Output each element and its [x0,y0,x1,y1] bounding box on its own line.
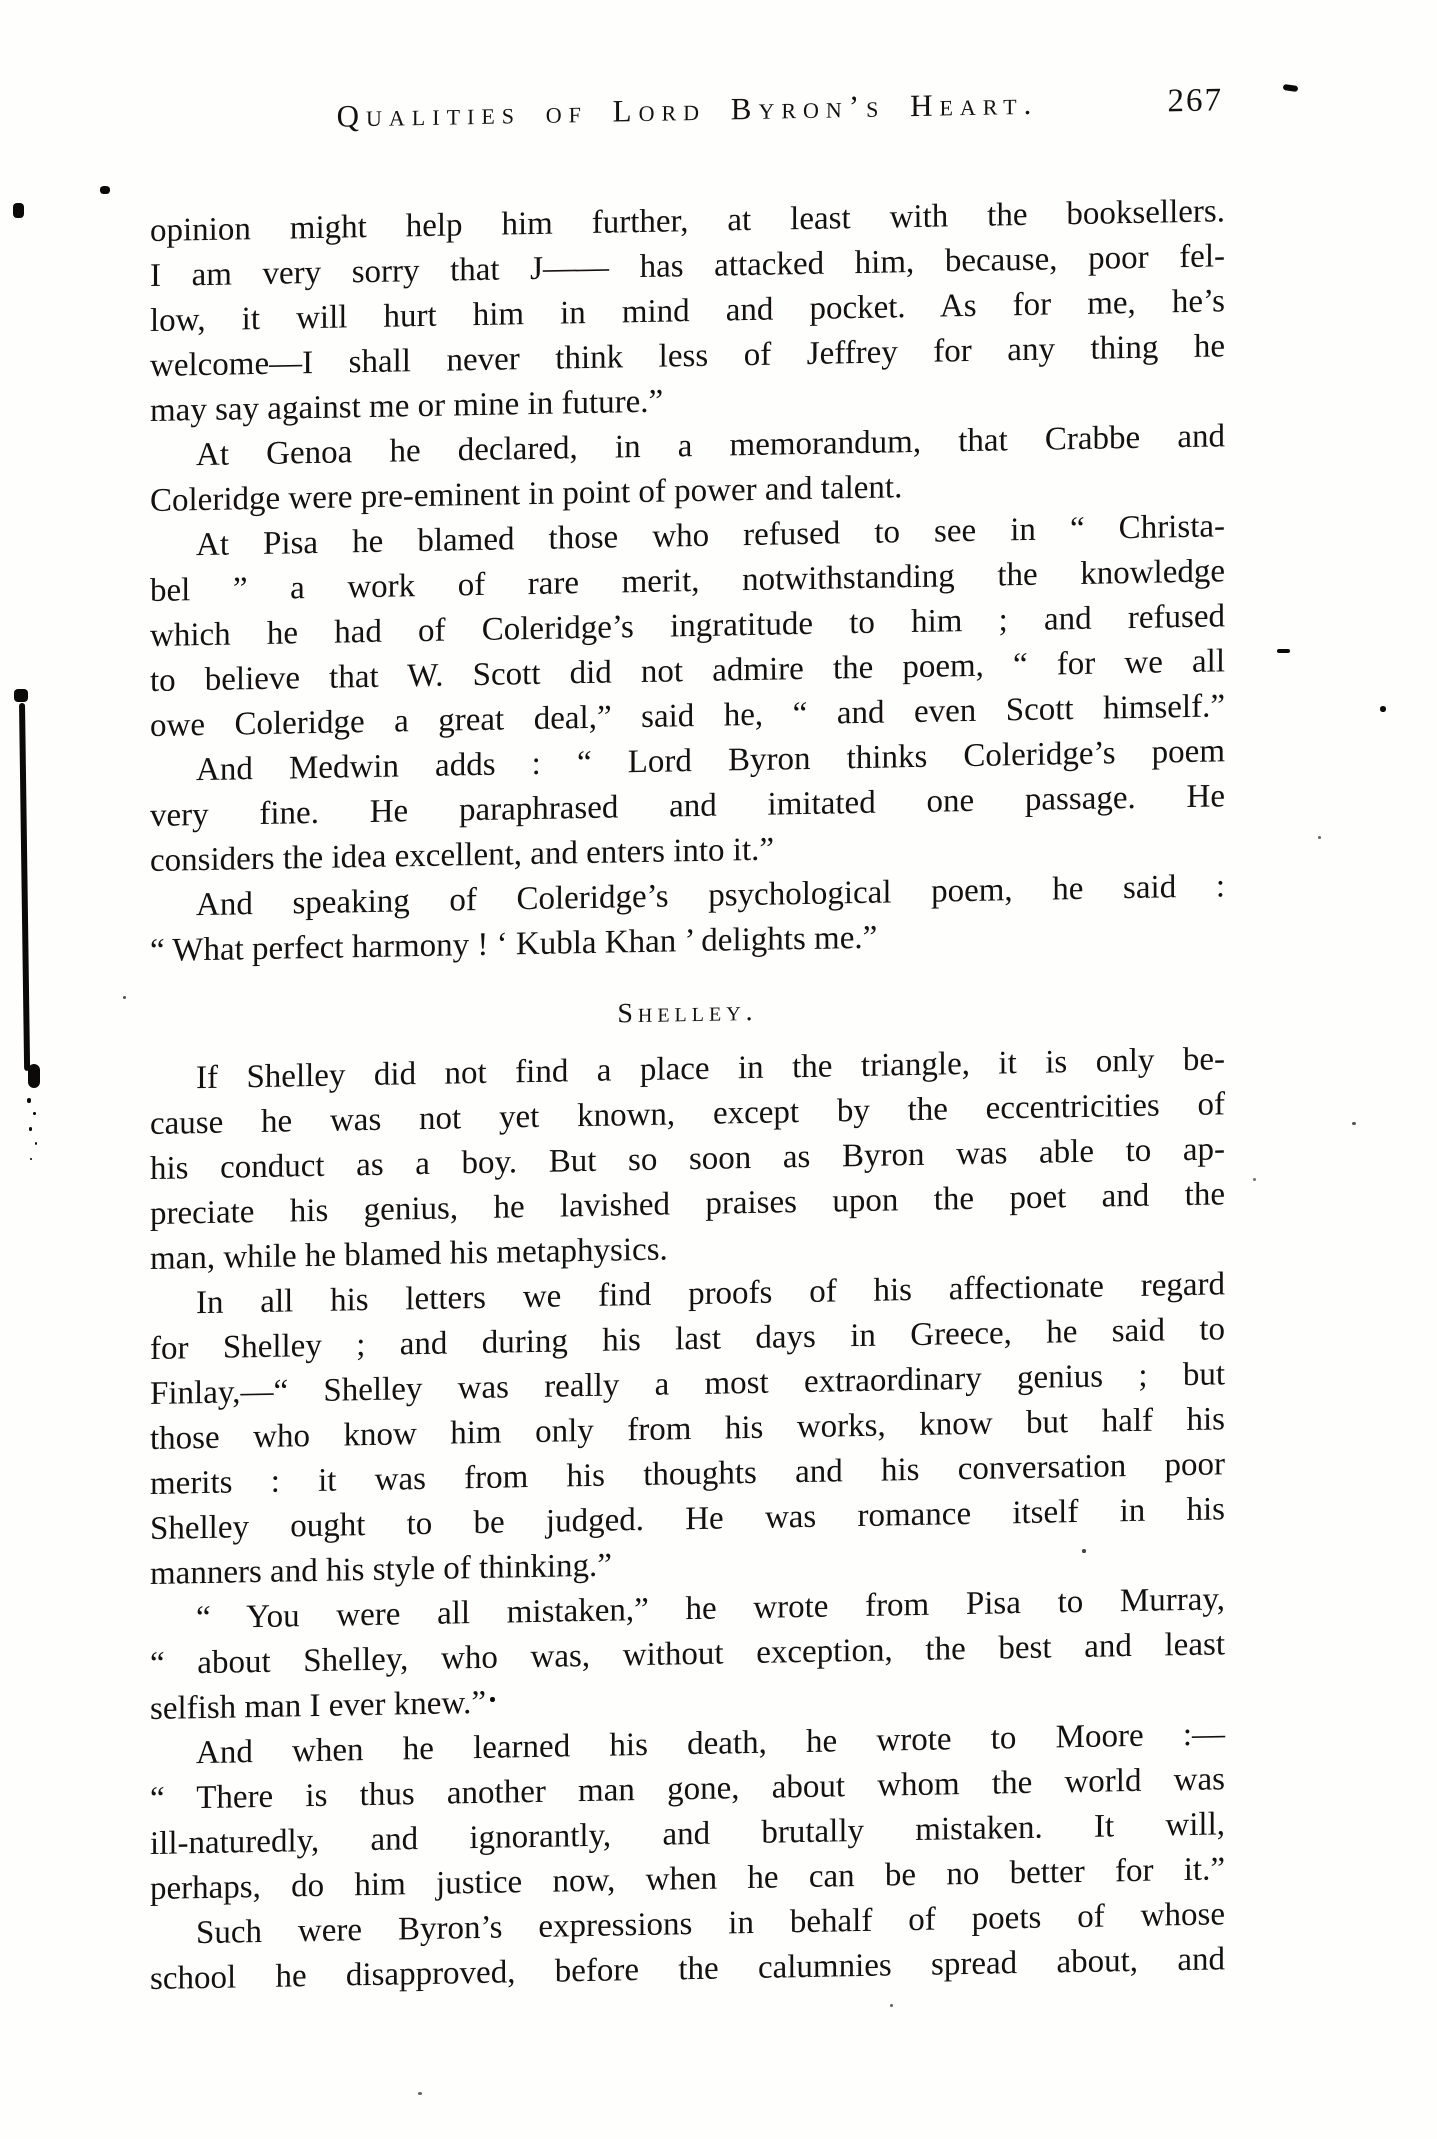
paragraph [150,1892,1225,2002]
paragraph [150,1037,1225,1282]
text-line: merits : it was from his thoughts and his conversation poor [150,1446,1225,1502]
running-head [150,75,1225,145]
ink-speck [35,1142,37,1145]
text-line: selfish man I ever knew.” [150,1684,486,1727]
text-line: ill-naturedly, and ignorantly, and brutally mistaken. It will, [150,1806,1225,1862]
paragraph [150,729,1225,884]
ink-speck [418,2092,422,2095]
section-heading: Shelley. [617,995,758,1030]
ink-speck [1352,1122,1356,1125]
text-line: Coleridge were pre-eminent in point of power and talent. [150,469,903,519]
text-line: And Medwin adds : “ Lord Byron thinks Coleridge’s poem [196,733,1225,789]
text-line: perhaps, do him justice now, when he can be no better for it.” [150,1851,1225,1907]
page-content [150,75,1225,2002]
ink-speck [490,1697,495,1702]
ink-blot [28,1064,40,1088]
text-line: “ about Shelley, who was, without exception, the best and least [150,1626,1225,1682]
text-line: considers the idea excellent, and enters into it.” [150,831,775,879]
text-line: At Genoa he declared, in a memorandum, that Crabbe and [196,418,1225,474]
text-line: I am very sorry that J—— has attacked him, because, poor fel- [150,238,1225,294]
ink-speck [33,1112,36,1115]
ink-speck [29,1127,32,1131]
text-line: very fine. He paraphrased and imitated one passage. He [150,778,1225,834]
ink-speck [1318,836,1321,839]
ink-speck [123,996,126,999]
ink-speck [1283,84,1299,92]
ink-speck [1380,706,1386,712]
text-line: And speaking of Coleridge’s psychological poem, he said : [196,868,1225,924]
text-line: “ What perfect harmony ! ‘ Kubla Khan ’ delights me.” [150,919,878,969]
ink-speck [1253,1178,1256,1181]
text-line: cause he was not yet known, except by the eccentricities of [150,1086,1225,1142]
text-line: “ You were all mistaken,” he wrote from Pisa to Murray, [196,1581,1225,1637]
text-line: school he disapproved, before the calumnies spread about, and [150,1941,1225,1997]
text-line: preciate his genius, he lavished praises upon the poet and the [150,1176,1225,1232]
text-line: If Shelley did not find a place in the triangle, it is only be- [196,1041,1225,1097]
text-line: And when he learned his death, he wrote to Moore :— [196,1716,1225,1772]
text-line: Finlay,—“ Shelley was really a most extraordinary genius ; but [150,1356,1225,1412]
text-line: opinion might help him further, at least with the booksellers. [150,193,1225,249]
page-title: Qualities of Lord Byron’s Heart. [336,85,1039,134]
ink-speck [1082,1549,1086,1553]
page-number: 267 [1167,82,1223,120]
text-line: which he had of Coleridge’s ingratitude to him ; and refused [150,598,1225,654]
text-line: welcome—I shall never think less of Jeffrey for any thing he [150,328,1225,384]
scan-line-artifact [19,703,30,1071]
ink-speck [890,2004,893,2007]
paragraph [150,864,1225,974]
text-line: In all his letters we find proofs of his affectionate regard [196,1266,1225,1322]
paragraph [150,1577,1225,1732]
ink-blot [14,689,28,702]
text-line: owe Coleridge a great deal,” said he, “ and even Scott himself.” [150,688,1225,744]
text-line: low, it will hurt him in mind and pocket. As for me, he’s [150,283,1225,339]
body-text [150,189,1225,2002]
ink-speck [27,1098,31,1103]
paragraph [150,504,1225,749]
text-line: “ There is thus another man gone, about whom the world was [150,1761,1225,1817]
ink-speck [30,1158,32,1160]
text-line: may say against me or mine in future.” [150,383,664,429]
text-line: bel ” a work of rare merit, notwithstanding the knowledge [150,553,1225,609]
paragraph [150,1712,1225,1912]
paragraph [150,1262,1225,1597]
ink-speck [1277,649,1290,653]
text-line: man, while he blamed his metaphysics. [150,1231,668,1277]
text-line: Such were Byron’s expressions in behalf of poets of whose [196,1896,1225,1952]
text-line: for Shelley ; and during his last days in Greece, he said to [150,1311,1225,1367]
text-line: to believe that W. Scott did not admire the poem, “ for we all [150,643,1225,699]
text-line: At Pisa he blamed those who refused to see in “ Christa- [196,508,1225,564]
text-line: his conduct as a boy. But so soon as Byron was able to ap- [150,1131,1225,1187]
ink-speck [100,186,110,194]
text-line: Shelley ought to be judged. He was romance itself in his [150,1491,1225,1547]
ink-blot [13,203,24,218]
paragraph [150,189,1225,434]
text-line: manners and his style of thinking.” [150,1547,612,1592]
text-line: those who know him only from his works, know but half his [150,1401,1225,1457]
